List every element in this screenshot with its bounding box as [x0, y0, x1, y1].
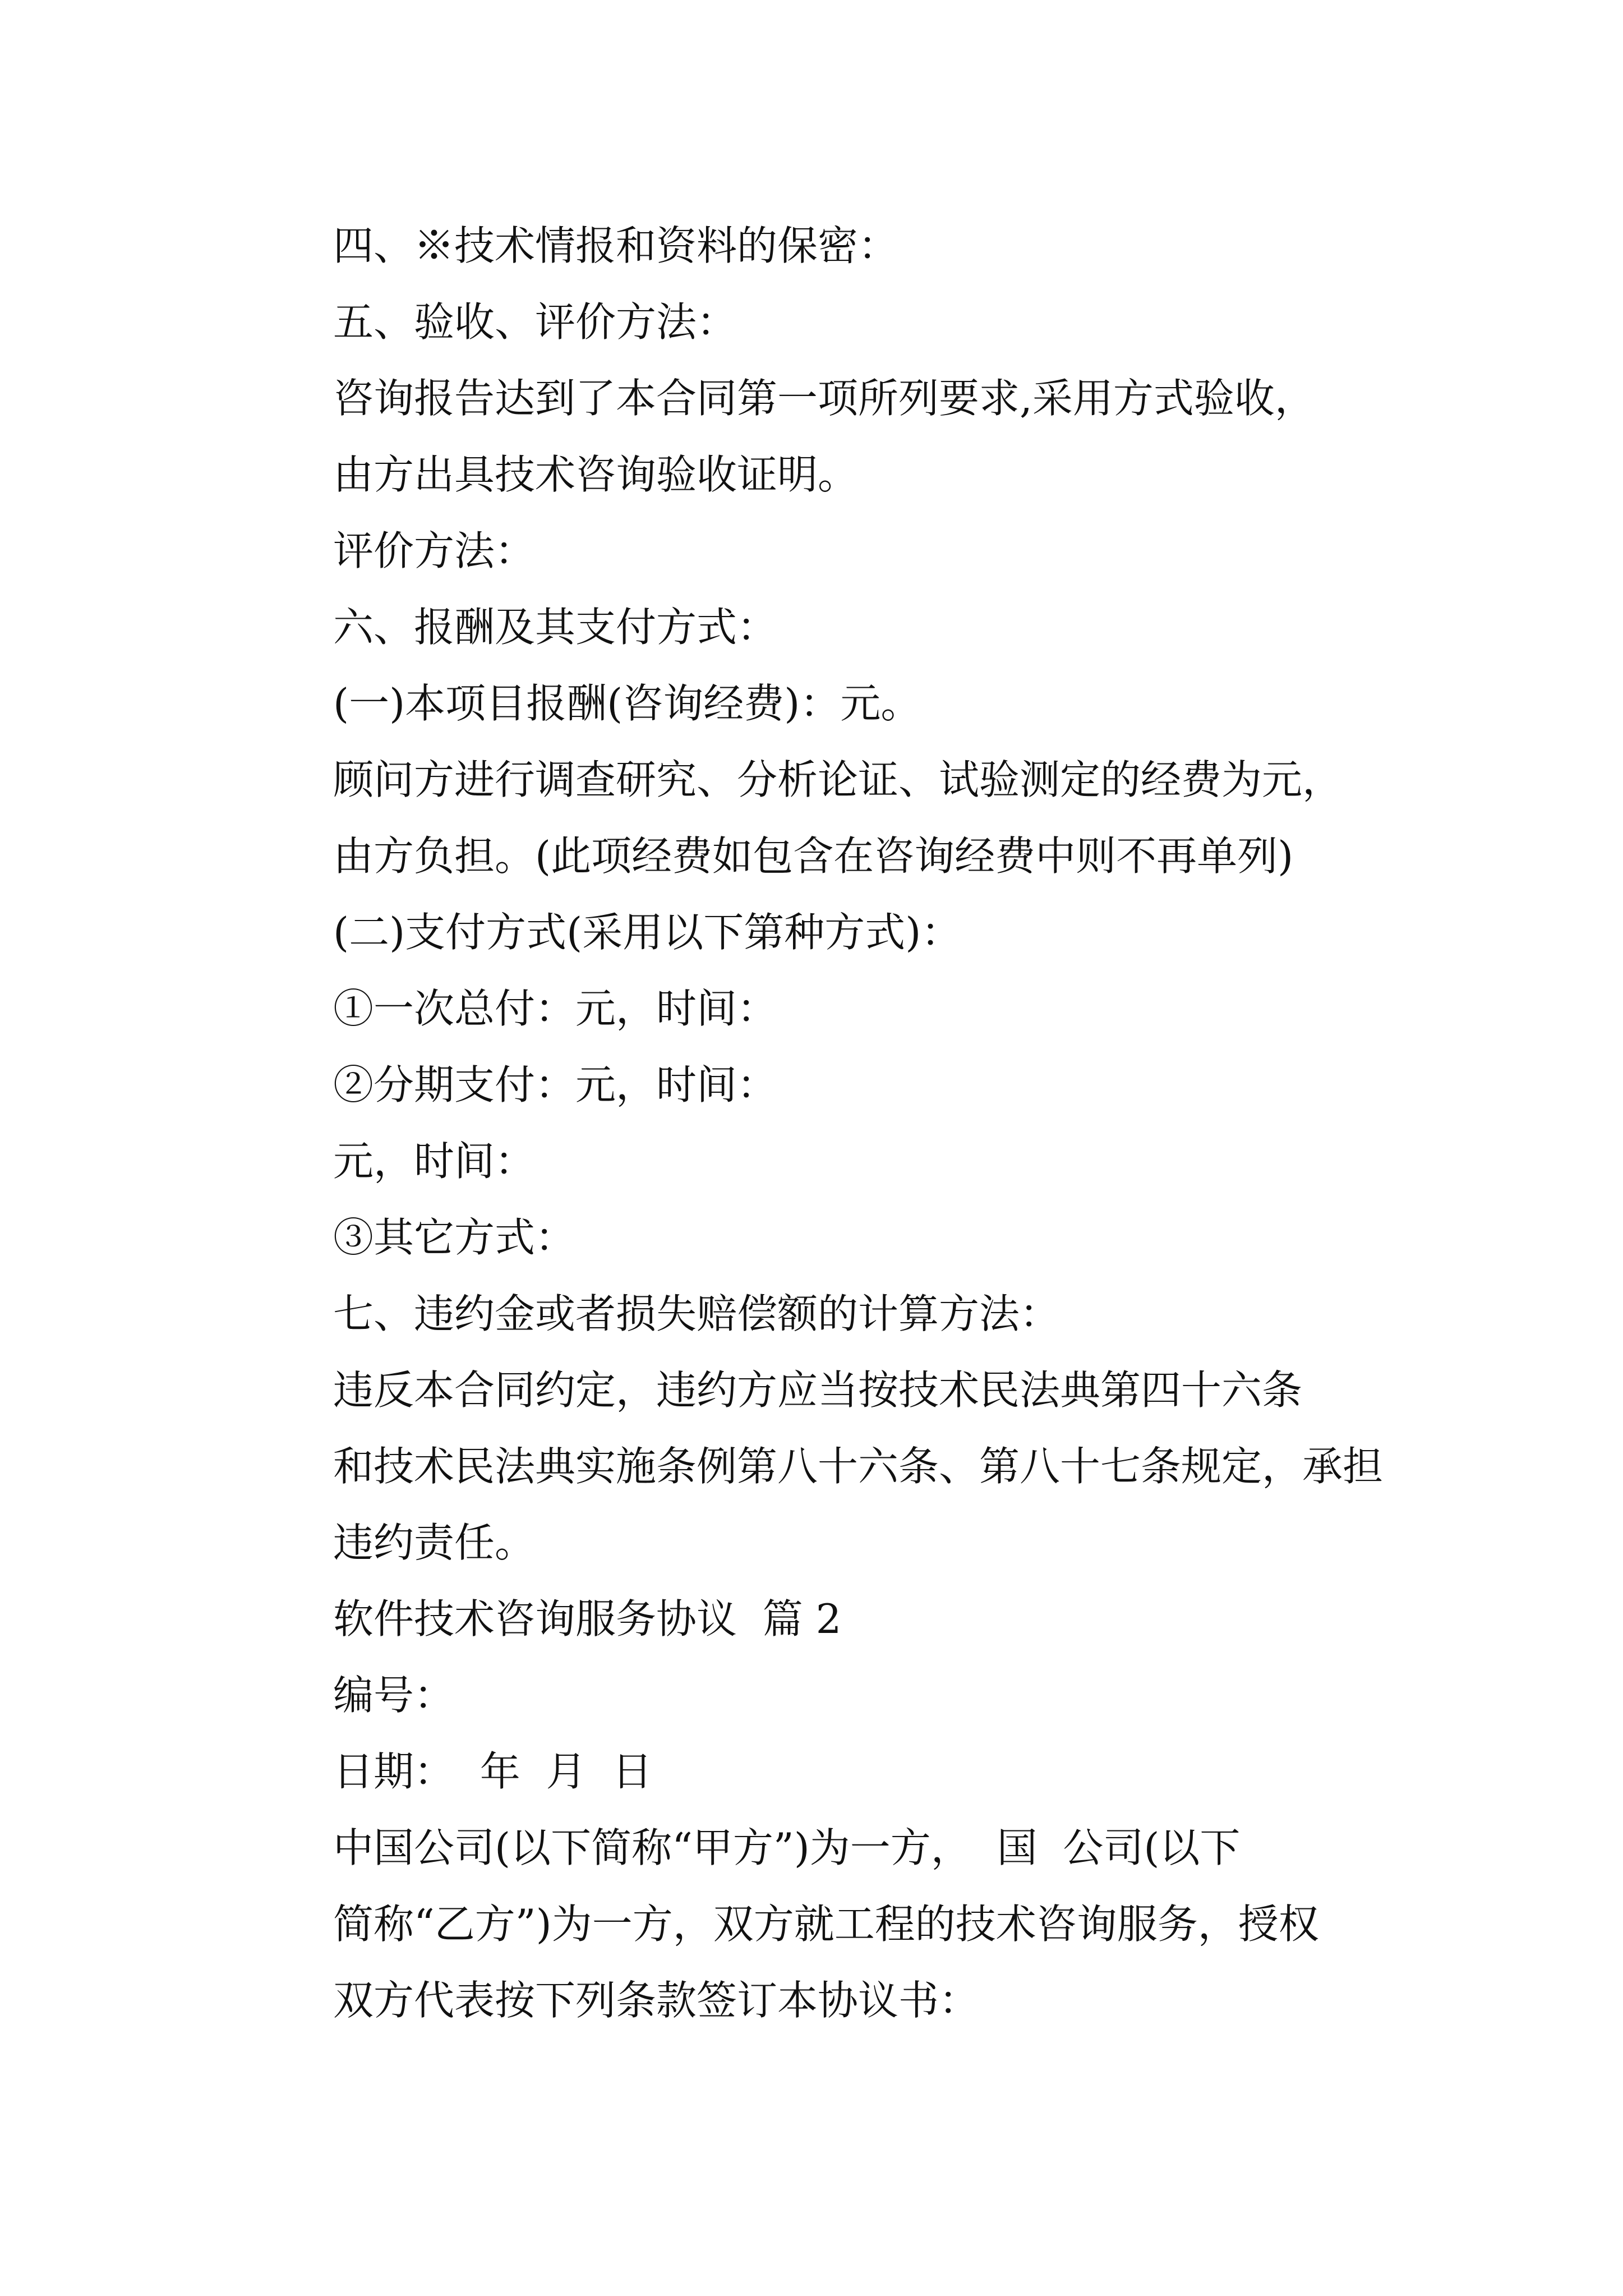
paragraph — [250, 1047, 1422, 1123]
text-line: 软件技术咨询服务协议 篇 2 — [333, 1595, 842, 1642]
text-line: 中国公司(以下简称“甲方”)为一方， 国 公司(以下 — [333, 1824, 1241, 1871]
text-line: 违约责任。 — [333, 1519, 536, 1566]
text-line: 和技术民法典实施条例第八十六条、第八十七条规定，承担 — [333, 1443, 1384, 1490]
text-line: ②分期支付：元，时间： — [333, 1061, 778, 1108]
text-line: 六、报酬及其支付方式： — [333, 604, 778, 651]
paragraph — [250, 970, 1422, 1047]
text-line: 四、※技术情报和资料的保密： — [333, 222, 899, 269]
paragraph — [250, 208, 1422, 284]
text-line: ①一次总付：元，时间： — [333, 985, 778, 1032]
paragraph — [250, 1276, 1422, 1352]
text-line: 由方负担。(此项经费如包含在咨询经费中则不再单列) — [333, 832, 1294, 880]
paragraph — [250, 1352, 1422, 1581]
paragraph — [250, 894, 1422, 970]
paragraph — [250, 513, 1422, 589]
paragraph — [250, 1123, 1422, 1199]
text-line: (一)本项目报酬(咨询经费)：元。 — [333, 680, 921, 727]
text-line: 由方出具技术咨询验收证明。 — [333, 451, 859, 498]
paragraph — [250, 360, 1422, 513]
paragraph — [250, 1733, 1422, 1810]
text-line: 编号： — [333, 1672, 455, 1719]
text-line: (二)支付方式(采用以下第种方式)： — [333, 909, 962, 956]
paragraph — [250, 742, 1422, 894]
text-line: 双方代表按下列条款签订本协议书： — [333, 1977, 980, 2024]
text-line: 咨询报告达到了本合同第一项所列要求,采用方式验收， — [333, 375, 1315, 422]
paragraph — [250, 665, 1422, 742]
text-line: 评价方法： — [333, 527, 536, 574]
text-line: ③其它方式： — [333, 1214, 576, 1261]
text-line: 元，时间： — [333, 1138, 536, 1185]
paragraph — [250, 1810, 1422, 2039]
document-body — [250, 208, 1422, 2039]
text-line: 违反本合同约定，违约方应当按技术民法典第四十六条 — [333, 1366, 1303, 1414]
text-line: 七、违约金或者损失赔偿额的计算方法： — [333, 1290, 1061, 1337]
paragraph — [250, 1199, 1422, 1276]
text-line: 顾问方进行调查研究、分析论证、试验测定的经费为元， — [333, 756, 1343, 803]
paragraph — [250, 284, 1422, 360]
text-line: 五、验收、评价方法： — [333, 298, 737, 346]
text-line: 日期： 年 月 日 — [333, 1748, 653, 1795]
paragraph — [250, 589, 1422, 665]
text-line: 简称“乙方”)为一方，双方就工程的技术咨询服务，授权 — [333, 1901, 1319, 1948]
paragraph — [250, 1581, 1422, 1657]
paragraph — [250, 1657, 1422, 1733]
